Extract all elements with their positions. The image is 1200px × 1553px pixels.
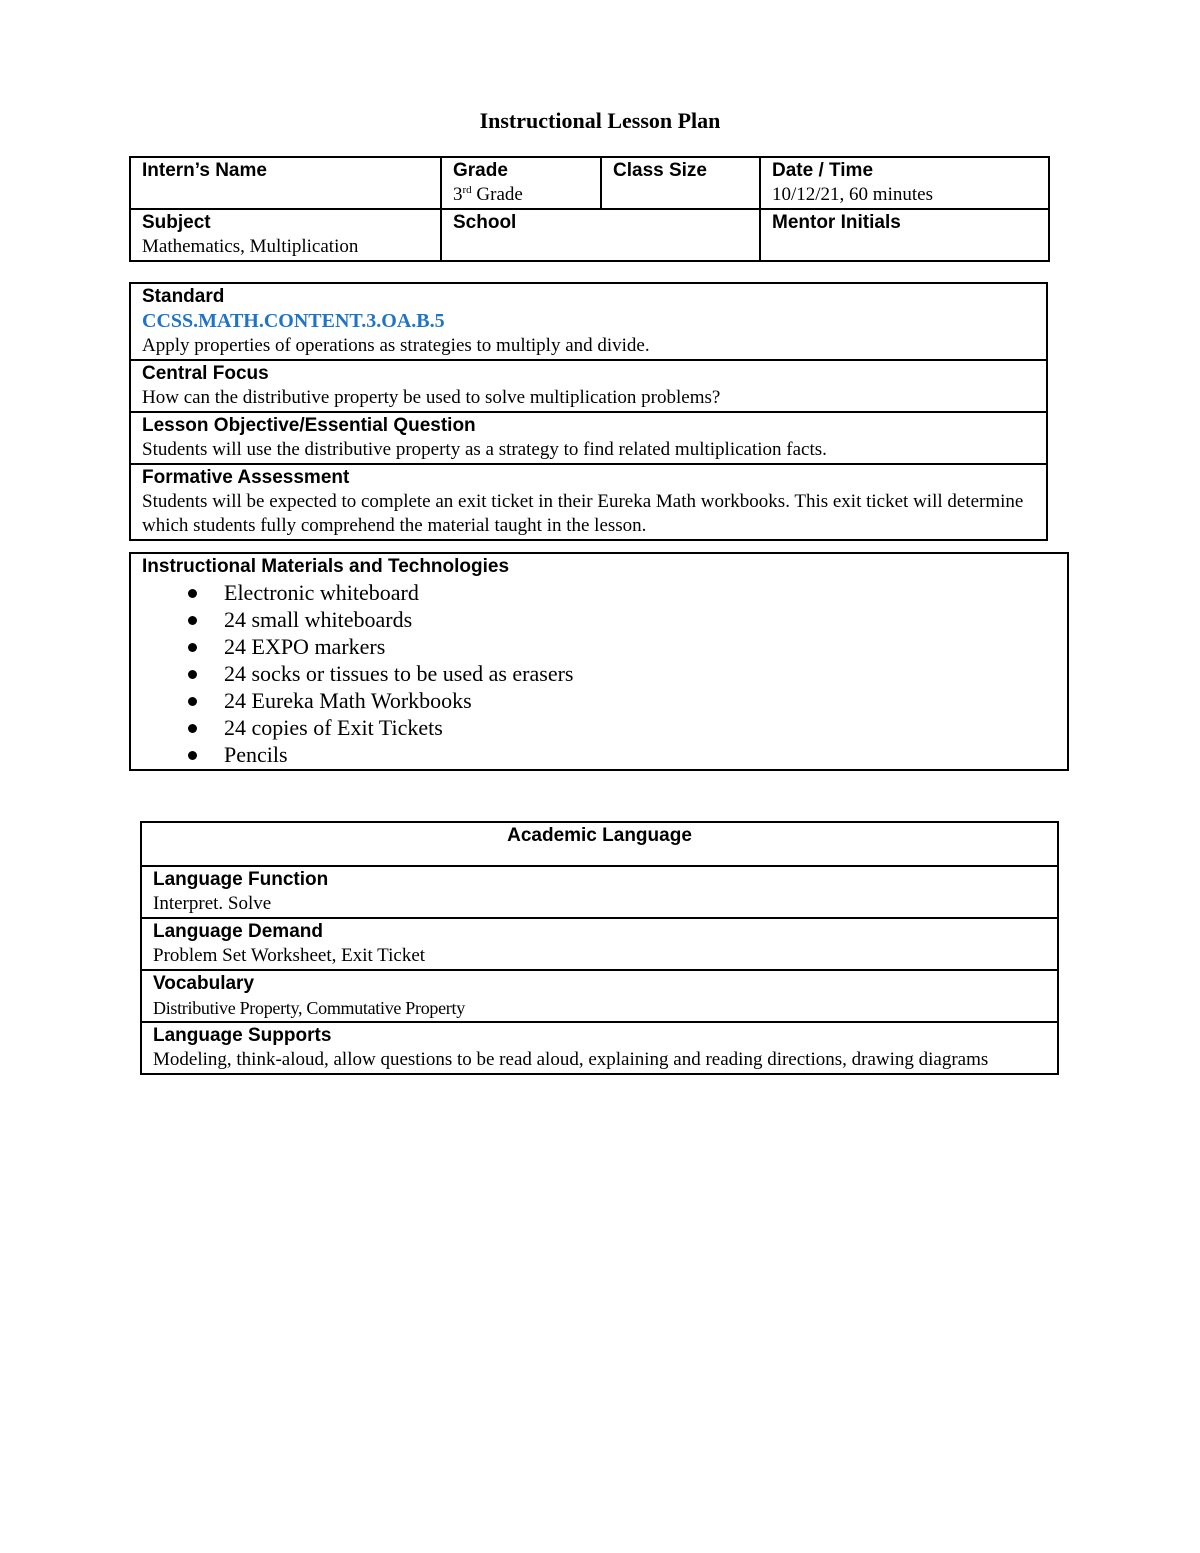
date-time-cell	[760, 157, 1049, 209]
subject-label: Subject	[142, 212, 211, 233]
grade-value	[453, 183, 589, 207]
vocabulary-cell	[141, 970, 1058, 1022]
list-item: 24 Eureka Math Workbooks	[172, 687, 1056, 714]
academic-language-table	[140, 821, 1059, 1075]
assessment-cell	[130, 464, 1047, 540]
assessment-text: Students will be expected to complete an exit ticket in their Eureka Math workbooks. This exit ticket will determine which students fully comprehend the material taught in the lesson.	[142, 491, 1024, 536]
materials-list	[142, 579, 1056, 768]
date-time-value: 10/12/21, 60 minutes	[772, 184, 933, 205]
mentor-initials-cell	[760, 209, 1049, 261]
class-size-label: Class Size	[613, 160, 707, 181]
academic-language-heading-cell	[141, 822, 1058, 866]
language-demand-label: Language Demand	[153, 921, 323, 942]
list-item: 24 EXPO markers	[172, 633, 1056, 660]
school-cell	[441, 209, 760, 261]
objective-text: Students will use the distributive property as a strategy to find related multiplication facts.	[142, 439, 827, 460]
central-focus-text: How can the distributive property be used to solve multiplication problems?	[142, 387, 721, 408]
language-supports-text: Modeling, think-aloud, allow questions to be read aloud, explaining and reading directions, drawing diagrams	[153, 1049, 989, 1070]
grade-cell	[441, 157, 601, 209]
list-item: Electronic whiteboard	[172, 579, 1056, 606]
objective-cell	[130, 412, 1047, 464]
grade-word: Grade	[471, 184, 523, 205]
intern-name-label: Intern’s Name	[142, 160, 267, 181]
materials-label: Instructional Materials and Technologies	[142, 556, 510, 577]
subject-value: Mathematics, Multiplication	[142, 236, 359, 257]
standard-label: Standard	[142, 286, 225, 307]
central-focus-cell	[130, 360, 1047, 412]
class-size-cell	[601, 157, 760, 209]
language-supports-label: Language Supports	[153, 1025, 332, 1046]
list-item: Pencils	[172, 741, 1056, 768]
intern-name-cell	[130, 157, 441, 209]
subject-cell	[130, 209, 441, 261]
language-function-text: Interpret. Solve	[153, 893, 272, 914]
mentor-initials-label: Mentor Initials	[772, 212, 901, 233]
standard-code-link[interactable]: CCSS.MATH.CONTENT.3.OA.B.5	[142, 310, 445, 332]
list-item: 24 copies of Exit Tickets	[172, 714, 1056, 741]
list-item: 24 small whiteboards	[172, 606, 1056, 633]
materials-cell	[130, 553, 1068, 770]
header-info-table	[129, 156, 1050, 262]
vocabulary-text: Distributive Property, Commutative Property	[153, 998, 465, 1018]
vocabulary-label: Vocabulary	[153, 973, 255, 994]
grade-number: 3	[453, 184, 463, 205]
grade-label: Grade	[453, 160, 508, 181]
school-label: School	[453, 212, 517, 233]
assessment-label: Formative Assessment	[142, 467, 350, 488]
list-item: 24 socks or tissues to be used as erasers	[172, 660, 1056, 687]
language-supports-cell	[141, 1022, 1058, 1074]
date-time-label: Date / Time	[772, 160, 874, 181]
language-demand-text: Problem Set Worksheet, Exit Ticket	[153, 945, 426, 966]
materials-table	[129, 552, 1069, 771]
language-demand-cell	[141, 918, 1058, 970]
standard-text: Apply properties of operations as strategies to multiply and divide.	[142, 335, 650, 356]
language-function-cell	[141, 866, 1058, 918]
lesson-details-table	[129, 282, 1048, 541]
language-function-label: Language Function	[153, 869, 329, 890]
standard-cell	[130, 283, 1047, 360]
objective-label: Lesson Objective/Essential Question	[142, 415, 476, 436]
page-title: Instructional Lesson Plan	[479, 108, 721, 133]
grade-suffix: rd	[462, 184, 472, 196]
academic-language-heading: Academic Language	[507, 825, 692, 846]
central-focus-label: Central Focus	[142, 363, 269, 384]
